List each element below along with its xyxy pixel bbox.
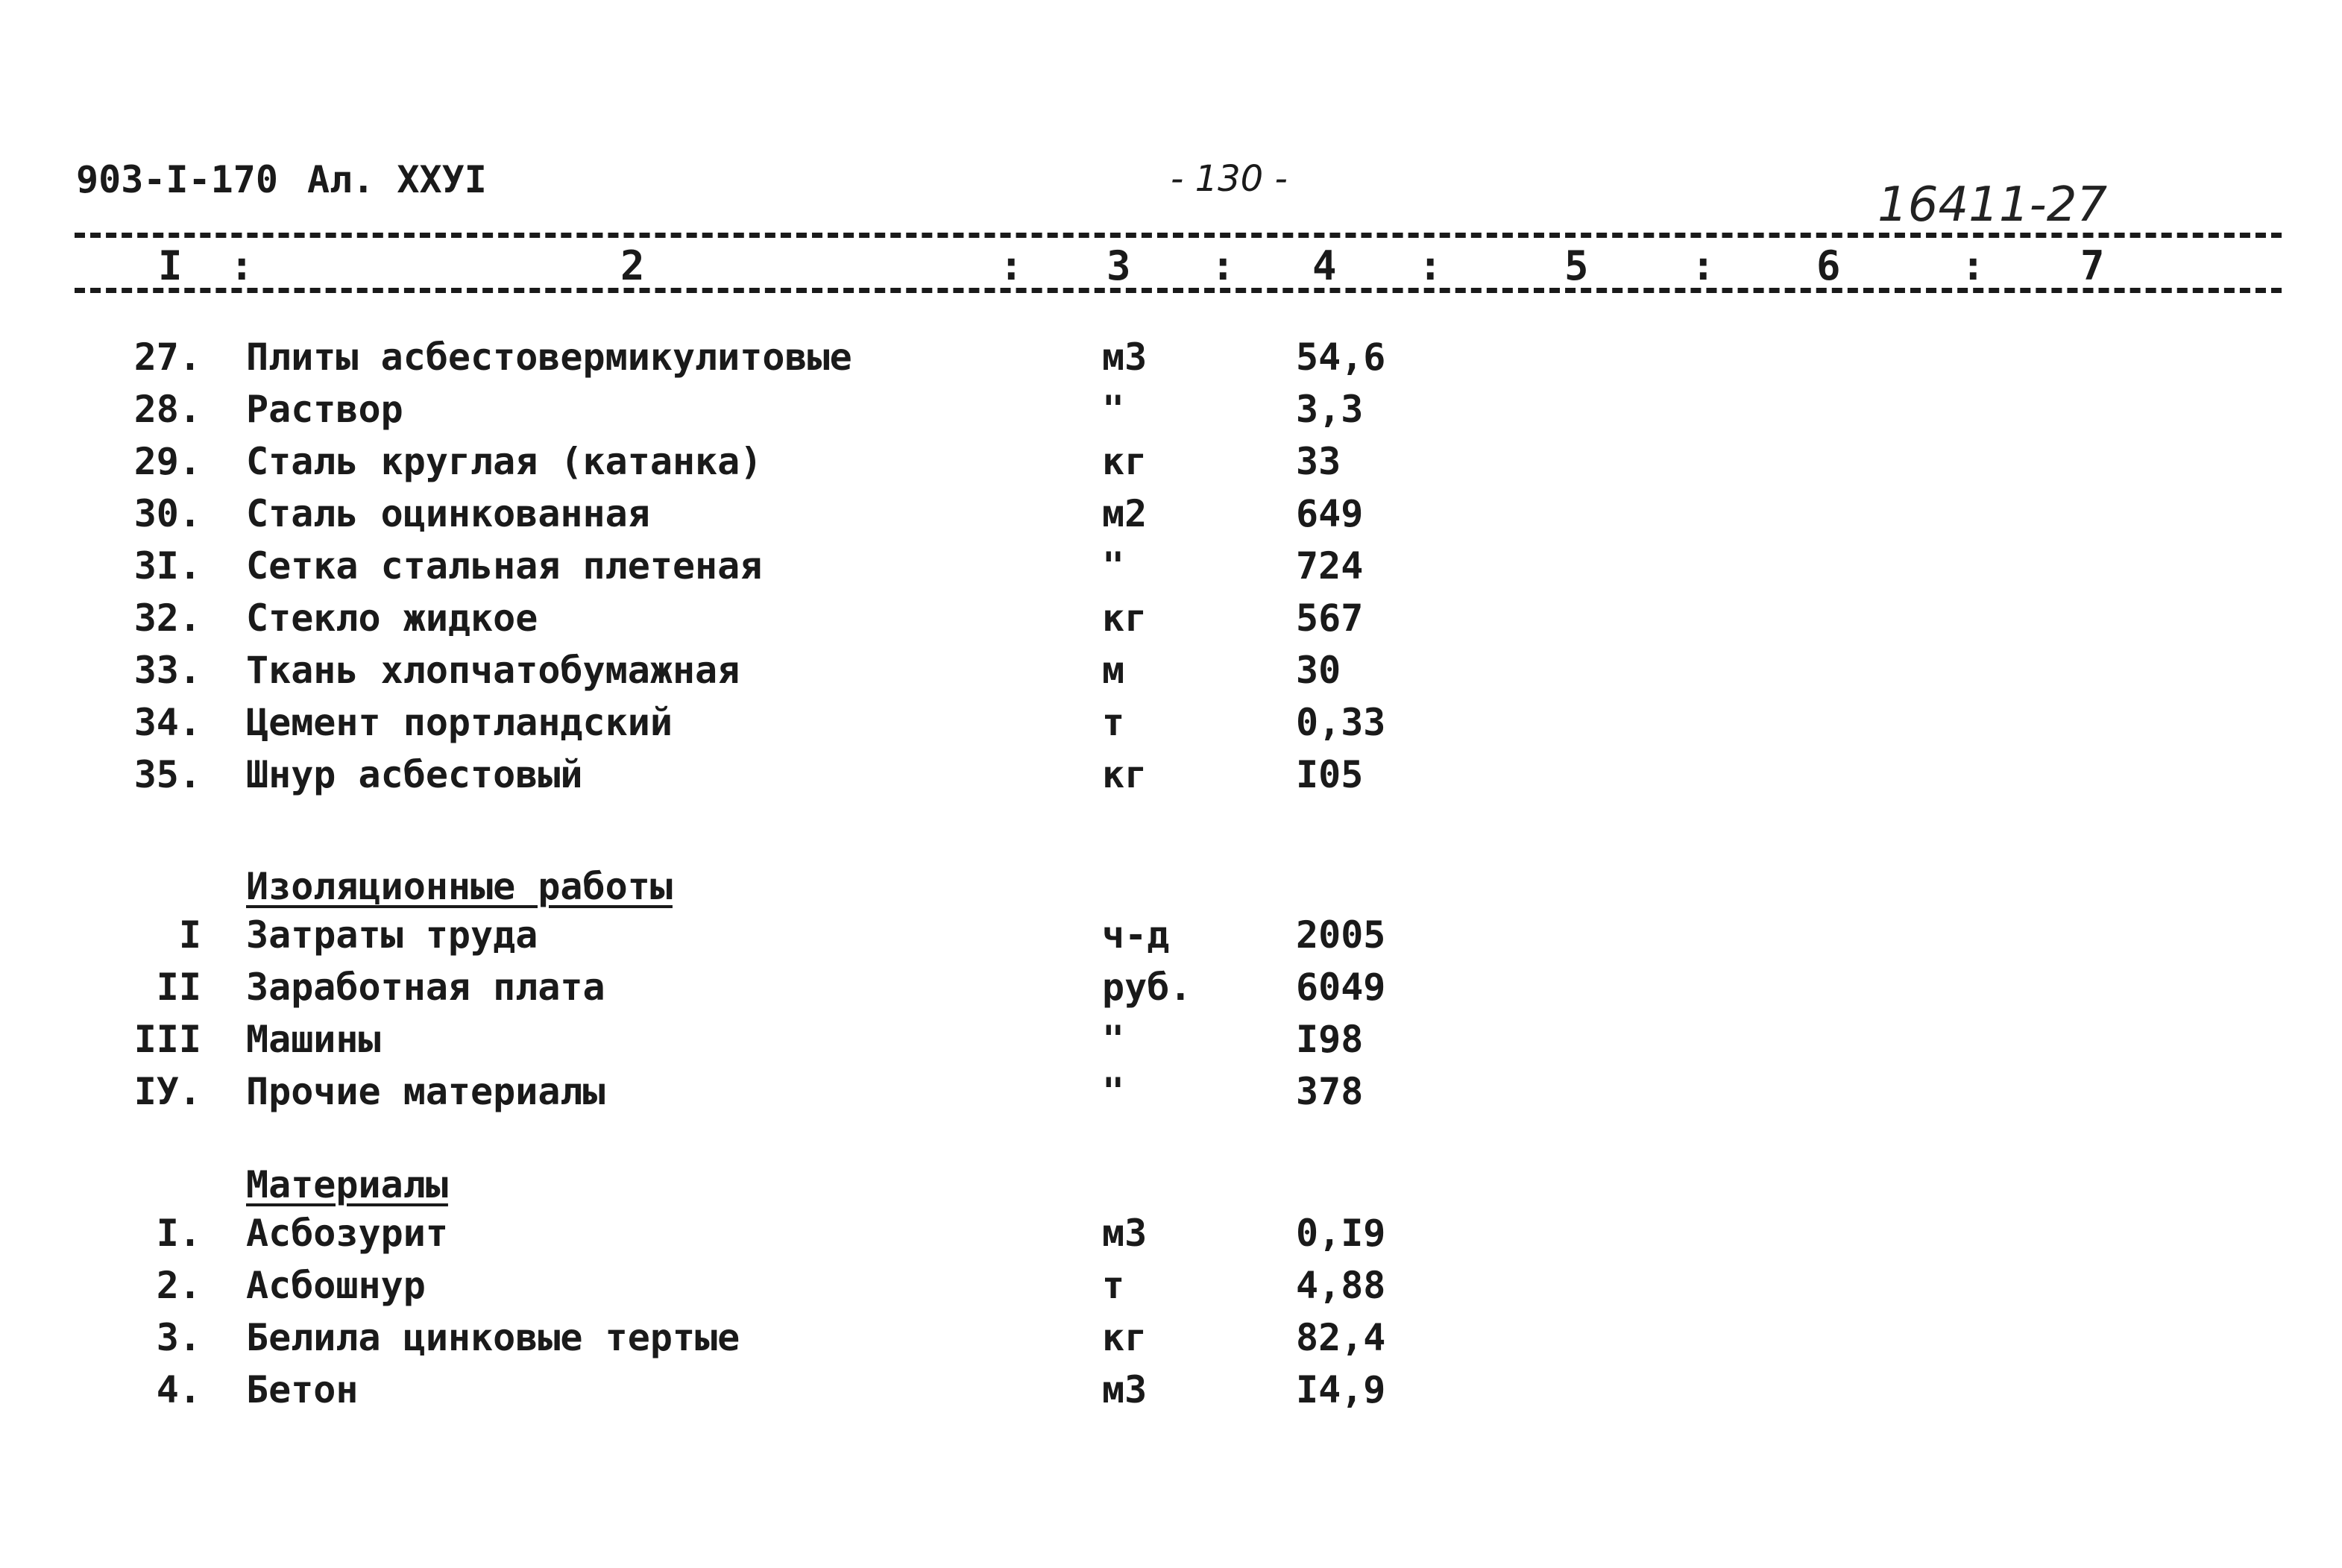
item-name: Машины [246,1018,381,1061]
quantity: 4,88 [1296,1264,1386,1307]
column-number-2: 2 [620,242,645,289]
column-number-3: 3 [1107,242,1131,289]
quantity: 30 [1296,649,1341,692]
material-name: Белила цинковые тертые [246,1316,740,1359]
header-rule-top [75,233,2282,238]
unit: м3 [1102,1368,1148,1411]
row-number: 33. [133,649,201,692]
table-row [0,649,2342,701]
column-number-1: I [158,242,183,289]
material-name: Сталь круглая (катанка) [246,440,763,483]
section-title-materials: Материалы [246,1163,448,1206]
item-name: Заработная плата [246,966,605,1009]
table-row [0,440,2342,492]
row-number: 28. [133,388,201,431]
unit: т [1102,701,1125,744]
unit: м [1102,649,1125,692]
item-name: Прочие материалы [246,1070,605,1113]
table-row [0,1070,2342,1122]
row-number: 4. [156,1368,201,1411]
table-row [0,492,2342,544]
row-number: I. [156,1212,201,1255]
column-separator: : [230,242,254,289]
row-number: IУ. [133,1070,201,1113]
row-number: 34. [133,701,201,744]
table-row [0,336,2342,388]
row-number: III [133,1018,201,1061]
quantity: I05 [1296,753,1364,796]
table-row [0,1264,2342,1316]
table-row [0,596,2342,649]
material-name: Сталь оцинкованная [246,492,650,535]
quantity: 6049 [1296,966,1386,1009]
unit: м3 [1102,1212,1148,1255]
row-number: 32. [133,596,201,640]
column-separator: : [1691,242,1716,289]
quantity: 54,6 [1296,336,1386,379]
row-number: 3. [156,1316,201,1359]
table-row [0,913,2342,966]
column-number-5: 5 [1564,242,1589,289]
unit: ч-д [1102,913,1170,957]
section-title-insulation-works: Изоляционные работы [246,865,673,908]
column-separator: : [999,242,1024,289]
quantity: 0,I9 [1296,1212,1386,1255]
material-name: Раствор [246,388,403,431]
unit: кг [1102,1316,1148,1359]
quantity: 0,33 [1296,701,1386,744]
column-separator: : [1211,242,1235,289]
unit: руб. [1102,966,1192,1009]
material-name: Асбошнур [246,1264,426,1307]
unit: м2 [1102,492,1148,535]
material-name: Стекло жидкое [246,596,538,640]
material-name: Асбозурит [246,1212,448,1255]
unit: м3 [1102,336,1148,379]
quantity: 378 [1296,1070,1364,1113]
row-number: 27. [133,336,201,379]
quantity: 724 [1296,544,1364,588]
item-name: Затраты труда [246,913,538,957]
column-number-6: 6 [1816,242,1841,289]
table-row [0,1018,2342,1070]
page-number: - 130 - [1171,158,1288,200]
material-name: Плиты асбестовермикулитовые [246,336,852,379]
row-number: 3I. [133,544,201,588]
quantity: 82,4 [1296,1316,1386,1359]
row-number: 30. [133,492,201,535]
unit: т [1102,1264,1125,1307]
table-row [0,1212,2342,1264]
table-row [0,701,2342,753]
archive-stamp: 16411-27 [1877,177,2108,233]
material-name: Цемент портландский [246,701,673,744]
table-row [0,544,2342,596]
unit: кг [1102,753,1148,796]
column-number-7: 7 [2080,242,2105,289]
quantity: 567 [1296,596,1364,640]
table-row [0,753,2342,805]
table-row [0,966,2342,1018]
quantity: 33 [1296,440,1341,483]
unit: " [1102,1070,1125,1113]
album-number: Ал. XXУI [307,158,487,201]
row-number: II [156,966,201,1009]
quantity: 3,3 [1296,388,1364,431]
document-code: 903-I-170 [76,158,278,201]
unit: " [1102,1018,1125,1061]
table-row [0,1316,2342,1368]
material-name: Сетка стальная плетеная [246,544,763,588]
column-separator: : [1961,242,1986,289]
quantity: I98 [1296,1018,1364,1061]
column-number-4: 4 [1312,242,1337,289]
unit: " [1102,388,1125,431]
unit: " [1102,544,1125,588]
row-number: 35. [133,753,201,796]
quantity: 649 [1296,492,1364,535]
header-rule-bottom [75,288,2282,293]
row-number: 2. [156,1264,201,1307]
unit: кг [1102,596,1148,640]
table-row [0,388,2342,440]
material-name: Бетон [246,1368,359,1411]
unit: кг [1102,440,1148,483]
row-number: 29. [133,440,201,483]
column-separator: : [1418,242,1443,289]
quantity: I4,9 [1296,1368,1386,1411]
material-name: Шнур асбестовый [246,753,583,796]
row-number: I [178,913,201,957]
material-name: Ткань хлопчатобумажная [246,649,740,692]
table-row [0,1368,2342,1420]
quantity: 2005 [1296,913,1386,957]
